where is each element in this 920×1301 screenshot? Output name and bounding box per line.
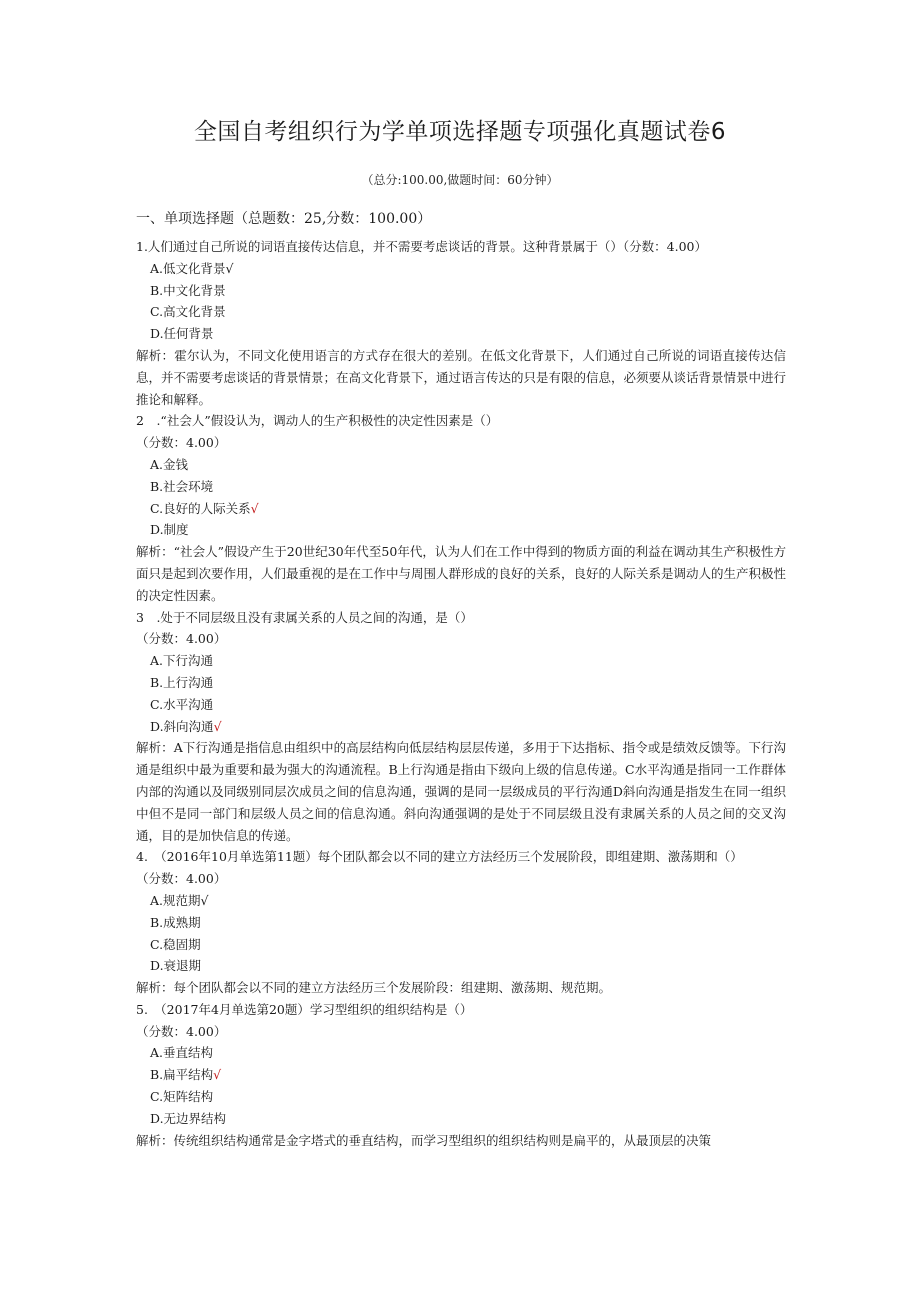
- question-score: （分数：4.00）: [136, 435, 227, 451]
- question-stem: 2 .“社会人”假设认为，调动人的生产积极性的决定性因素是（）: [136, 413, 499, 429]
- question-stem: 4. （2016年10月单选第11题）每个团队都会以不同的建立方法经历三个发展阶段，即组建期、激荡期和（）: [136, 849, 743, 865]
- option: [136, 955, 786, 977]
- option-text: A.下行沟通: [150, 653, 214, 669]
- question: [136, 236, 786, 410]
- option-text: A.金钱: [150, 456, 189, 472]
- option: [136, 694, 786, 716]
- question: [136, 410, 786, 606]
- option: [136, 672, 786, 694]
- question-stem: 1.人们通过自己所说的词语直接传达信息，并不需要考虑谈话的背景。这种背景属于（）（分数：4.00）: [136, 239, 708, 254]
- option: [136, 519, 786, 541]
- question: [136, 846, 786, 999]
- option: [136, 301, 786, 323]
- option: [136, 1108, 786, 1130]
- option: [136, 1064, 786, 1086]
- option: [136, 454, 786, 476]
- option: [136, 650, 786, 672]
- page-title: 全国自考组织行为学单项选择题专项强化真题试卷6: [193, 119, 727, 145]
- option: [136, 498, 786, 520]
- option-text: D.斜向沟通: [150, 718, 214, 734]
- question-score: （分数：4.00）: [136, 871, 227, 887]
- option: [136, 1042, 786, 1064]
- exam-meta: （总分:100.00,做题时间：60分钟）: [361, 173, 559, 187]
- analysis-text: 解析：霍尔认为，不同文化使用语言的方式存在很大的差别。在低文化背景下，人们通过自己所说的词语直接传达信息，并不需要考虑谈话的背景情景；在高文化背景下，通过语言传达的只是有限的信息，必须要从谈话背景情景中进行推论和解释。: [136, 347, 787, 407]
- section-heading: 一、单项选择题（总题数：25,分数：100.00）: [136, 211, 432, 227]
- option: [136, 890, 786, 912]
- question-stem: 5. （2017年4月单选第20题）学习型组织的组织结构是（）: [136, 1001, 473, 1017]
- option-text: B.中文化背景: [150, 282, 226, 298]
- option-text: B.扁平结构: [150, 1067, 214, 1083]
- question-score: （分数：4.00）: [136, 631, 227, 647]
- option-text: D.无边界结构: [150, 1110, 227, 1126]
- analysis-text: 解析：A下行沟通是指信息由组织中的高层结构向低层结构层层传递，多用于下达指标、指令或是绩效反馈等。下行沟通是组织中最为重要和最为强大的沟通流程。B上行沟通是指由下级向上级的信息传递。C水平沟通是指同一工作群体内部的沟通以及同级别同层次成员之间的信息沟通，强调的是同一层级成员的平行沟通D斜向沟通是指发生在同一组织中但不是同一部门和层级人员之间的信息沟通。斜向沟通强调的是处于不同层级且没有隶属关系的人员之间的交叉沟通，目的是加快信息的传递。: [136, 740, 786, 843]
- option: [136, 1086, 786, 1108]
- question-list: [136, 236, 786, 1151]
- correct-mark: √: [200, 892, 209, 908]
- option: [136, 716, 786, 738]
- option-text: D.衰退期: [150, 958, 202, 974]
- option-text: A.垂直结构: [150, 1045, 214, 1061]
- option-text: D.制度: [150, 522, 189, 538]
- question-score: （分数：4.00）: [136, 1023, 227, 1039]
- option: [136, 258, 786, 280]
- correct-mark: √: [213, 1067, 222, 1083]
- analysis-text: 解析：每个团队都会以不同的建立方法经历三个发展阶段：组建期、激荡期、规范期。: [136, 980, 612, 996]
- correct-mark: √: [250, 500, 259, 516]
- option: [136, 912, 786, 934]
- option-text: C.稳固期: [150, 936, 201, 952]
- option-text: C.良好的人际关系: [150, 500, 251, 516]
- question: [136, 607, 786, 847]
- option-text: B.社会环境: [150, 478, 214, 494]
- correct-mark: √: [213, 718, 222, 734]
- option-text: A.低文化背景: [150, 260, 226, 276]
- option: [136, 280, 786, 302]
- option-text: C.矩阵结构: [150, 1089, 214, 1105]
- correct-mark: √: [225, 260, 234, 276]
- option-text: D.任何背景: [150, 326, 214, 342]
- option-text: B.上行沟通: [150, 674, 214, 690]
- option-text: A.规范期: [150, 892, 201, 908]
- option: [136, 934, 786, 956]
- option-text: C.水平沟通: [150, 696, 214, 712]
- option-text: B.成熟期: [150, 914, 201, 930]
- option: [136, 476, 786, 498]
- analysis-text: 解析：“社会人”假设产生于20世纪30年代至50年代，认为人们在工作中得到的物质方面的利益在调动其生产积极性方面只是起到次要作用，人们最重视的是在工作中与周围人群形成的良好的关系，良好的人际关系是调动人的生产积极性的决定性因素。: [136, 544, 787, 603]
- question-stem: 3 .处于不同层级且没有隶属关系的人员之间的沟通，是（）: [136, 609, 473, 625]
- question: [136, 999, 786, 1152]
- option: [136, 323, 786, 345]
- analysis-text: 解析：传统组织结构通常是金字塔式的垂直结构，而学习型组织的组织结构则是扁平的，从最顶层的决策: [136, 1132, 712, 1148]
- option-text: C.高文化背景: [150, 304, 226, 320]
